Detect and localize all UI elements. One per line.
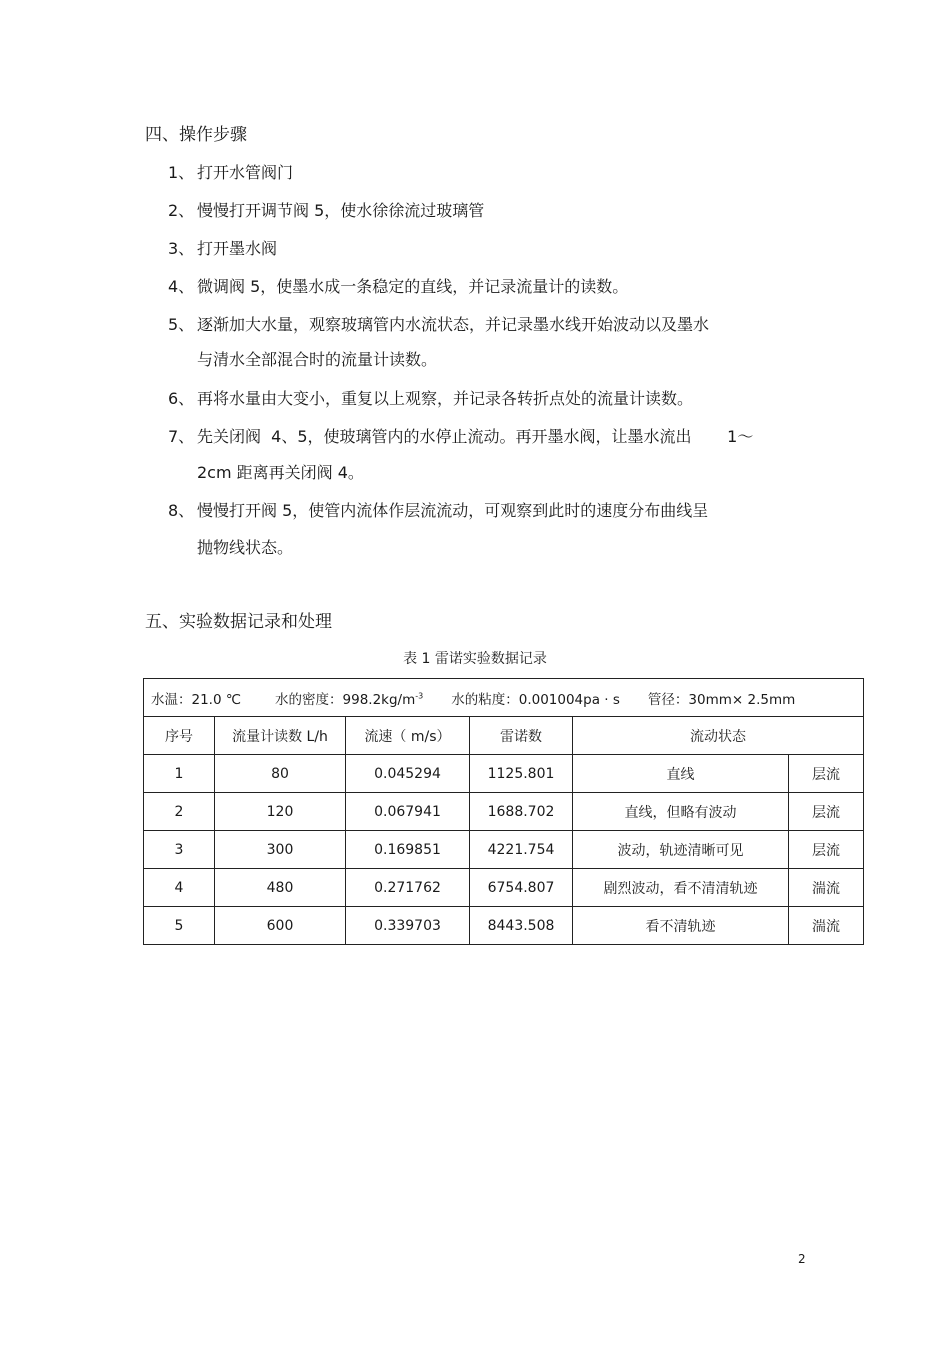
step-4 (168, 277, 628, 297)
cell-index: 2 (144, 793, 215, 831)
cell-regime: 湍流 (789, 869, 864, 907)
step-text: 慢慢打开阀 5，使管内流体作层流流动，可观察到此时的速度分布曲线呈 (197, 501, 709, 520)
table-row (144, 755, 864, 793)
cell-reynolds: 6754.807 (470, 869, 573, 907)
cell-regime: 层流 (789, 793, 864, 831)
step-5 (168, 315, 709, 335)
cell-flow-reading: 480 (215, 869, 346, 907)
table-row (144, 793, 864, 831)
cell-index: 4 (144, 869, 215, 907)
cell-index: 3 (144, 831, 215, 869)
cell-velocity: 0.169851 (346, 831, 470, 869)
pipe-diameter-label: 管径： (647, 691, 689, 708)
cell-reynolds: 1688.702 (470, 793, 573, 831)
cell-regime: 湍流 (789, 907, 864, 945)
table-info-row (144, 679, 864, 717)
reynolds-data-table (143, 678, 864, 945)
cell-flow-reading: 80 (215, 755, 346, 793)
cell-observation: 直线，但略有波动 (573, 793, 789, 831)
page-number: 2 (798, 1252, 806, 1266)
cell-observation: 波动，轨迹清晰可见 (573, 831, 789, 869)
step-7 (168, 427, 753, 447)
step-number: 8、 (168, 501, 195, 520)
step-2 (168, 201, 484, 221)
step-7-continuation: 2cm 距离再关闭阀 4。 (197, 463, 364, 482)
cell-observation: 直线 (573, 755, 789, 793)
header-reynolds: 雷诺数 (470, 717, 573, 755)
header-velocity: 流速（ m/s） (346, 717, 470, 755)
cell-observation: 剧烈波动，看不清清轨迹 (573, 869, 789, 907)
step-3 (168, 239, 277, 259)
step-number: 6、 (168, 389, 195, 408)
header-index: 序号 (144, 717, 215, 755)
water-viscosity-value: 0.001004pa · s (518, 691, 620, 708)
density-exponent: -3 (415, 691, 424, 700)
cell-reynolds: 8443.508 (470, 907, 573, 945)
step-number: 4、 (168, 277, 195, 296)
step-5-continuation: 与清水全部混合时的流量计读数。 (197, 350, 438, 369)
pipe-diameter-value: 30mm× 2.5mm (688, 691, 796, 708)
cell-reynolds: 1125.801 (470, 755, 573, 793)
cell-reynolds: 4221.754 (470, 831, 573, 869)
water-density-value: 998.2kg/m (342, 691, 416, 708)
table-row (144, 831, 864, 869)
step-text: 打开墨水阀 (197, 239, 278, 258)
cell-regime: 层流 (789, 831, 864, 869)
cell-index: 1 (144, 755, 215, 793)
cell-velocity: 0.067941 (346, 793, 470, 831)
step-text: 逐渐加大水量，观察玻璃管内水流状态，并记录墨水线开始波动以及墨水 (197, 315, 710, 334)
step-8-continuation: 抛物线状态。 (197, 538, 294, 557)
header-flow-state: 流动状态 (573, 717, 864, 755)
water-temp-value: 21.0 ℃ (191, 691, 242, 708)
cell-velocity: 0.339703 (346, 907, 470, 945)
cell-velocity: 0.045294 (346, 755, 470, 793)
step-text: 微调阀 5，使墨水成一条稳定的直线，并记录流量计的读数。 (197, 277, 629, 296)
water-temp-label: 水温： (151, 691, 192, 708)
step-text: 先关闭阀 4、5，使玻璃管内的水停止流动。再开墨水阀，让墨水流出 1～ (197, 427, 754, 446)
table-header-row (144, 717, 864, 755)
cell-flow-reading: 300 (215, 831, 346, 869)
step-number: 7、 (168, 427, 195, 446)
step-number: 5、 (168, 315, 195, 334)
step-8 (168, 501, 708, 521)
cell-regime: 层流 (789, 755, 864, 793)
conditions-cell (144, 679, 864, 717)
cell-index: 5 (144, 907, 215, 945)
cell-velocity: 0.271762 (346, 869, 470, 907)
section-title-data: 五、实验数据记录和处理 (145, 612, 332, 632)
water-density-label: 水的密度： (275, 691, 343, 708)
water-viscosity-label: 水的粘度： (451, 691, 519, 708)
step-6 (168, 389, 693, 409)
step-number: 1、 (168, 163, 195, 182)
cell-observation: 看不清轨迹 (573, 907, 789, 945)
step-number: 2、 (168, 201, 195, 220)
step-text: 再将水量由大变小，重复以上观察，并记录各转折点处的流量计读数。 (197, 389, 694, 408)
step-1 (168, 163, 293, 183)
cell-flow-reading: 120 (215, 793, 346, 831)
cell-flow-reading: 600 (215, 907, 346, 945)
table-row (144, 907, 864, 945)
table-caption: 表 1 雷诺实验数据记录 (403, 651, 547, 667)
header-flow-reading: 流量计读数 L/h (215, 717, 346, 755)
step-text: 慢慢打开调节阀 5，使水徐徐流过玻璃管 (197, 201, 485, 220)
step-number: 3、 (168, 239, 195, 258)
table-row (144, 869, 864, 907)
section-title-steps: 四、操作步骤 (145, 125, 247, 145)
step-text: 打开水管阀门 (197, 163, 294, 182)
